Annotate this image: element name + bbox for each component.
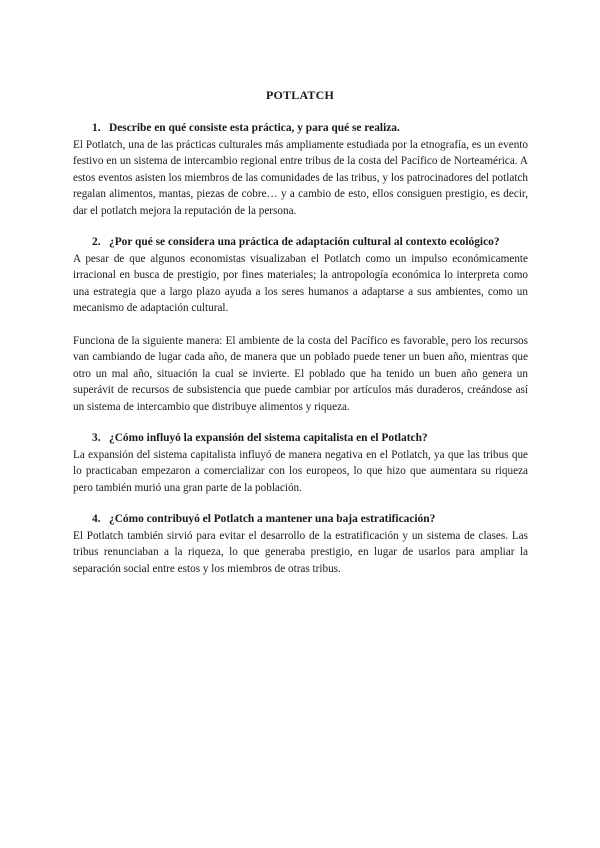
answer-paragraph: Funciona de la siguiente manera: El ambiente de la costa del Pacífico es favorable, pero los recursos van cambiando de lugar cada año, de manera que un poblado puede tener un buen año, mientras que otro un mal año, situación la cual se invierte. El poblado que ha tenido un buen año genera un superávit de recursos de subsistencia que puede cambiar por artículos más duraderos, creándose así un sistema de intercambio que distribuye alimentos y riqueza.: [73, 334, 528, 413]
question-text: ¿Por qué se considera una práctica de adaptación cultural al contexto ecológico?: [109, 236, 500, 248]
answer-paragraph: A pesar de que algunos economistas visualizaban el Potlatch como un impulso económicamente irracional en busca de prestigio, por fines materiales; la antropología económica lo interpreta como una estrategia que a largo plazo ayuda a los seres humanos a adaptarse a sus ambientes, como un mecanismo de adaptación cultural.: [73, 252, 528, 314]
question-number: 2.: [92, 236, 101, 248]
answer-paragraph: El Potlatch, una de las prácticas culturales más ampliamente estudiada por la etnografía, es un evento festivo en un sistema de intercambio regional entre tribus de la costa del Pacífico de Norteamérica. A estos eventos asisten los miembros de las comunidades de las tribus, y los patrocinadores del potlatch regalan alimentos, mantas, piezas de cobre… y a cambio de esto, ellos consiguen prestigio, es decir, dar el potlatch mejora la reputación de la persona.: [73, 138, 528, 217]
question-heading-1: [73, 120, 528, 137]
question-heading-4: [73, 511, 528, 528]
question-text: ¿Cómo contribuyó el Potlatch a mantener una baja estratificación?: [109, 513, 436, 525]
document-title: POTLATCH: [265, 88, 335, 102]
question-heading-3: [73, 430, 528, 447]
question-number: 4.: [92, 513, 101, 525]
section-4: [73, 511, 528, 577]
question-number: 1.: [92, 122, 101, 134]
document-body: [73, 120, 528, 592]
section-2: [73, 234, 528, 415]
question-number: 3.: [92, 432, 101, 444]
answer-paragraph: La expansión del sistema capitalista influyó de manera negativa en el Potlatch, ya que las tribus que lo practicaban empezaron a comercializar con los europeos, lo que hizo que aumentara su riqueza pero también murió una gran parte de la población.: [73, 448, 528, 494]
question-heading-2: [73, 234, 528, 251]
section-1: [73, 120, 528, 219]
section-3: [73, 430, 528, 496]
question-text: Describe en qué consiste esta práctica, y para qué se realiza.: [109, 122, 400, 134]
question-text: ¿Cómo influyó la expansión del sistema capitalista en el Potlatch?: [109, 432, 428, 444]
answer-paragraph: El Potlatch también sirvió para evitar el desarrollo de la estratificación y un sistema de clases. Las tribus renunciaban a la riqueza, lo que generaba prestigio, en lugar de usarlos para ampliar la separación social entre estos y los miembros de otras tribus.: [73, 529, 528, 575]
